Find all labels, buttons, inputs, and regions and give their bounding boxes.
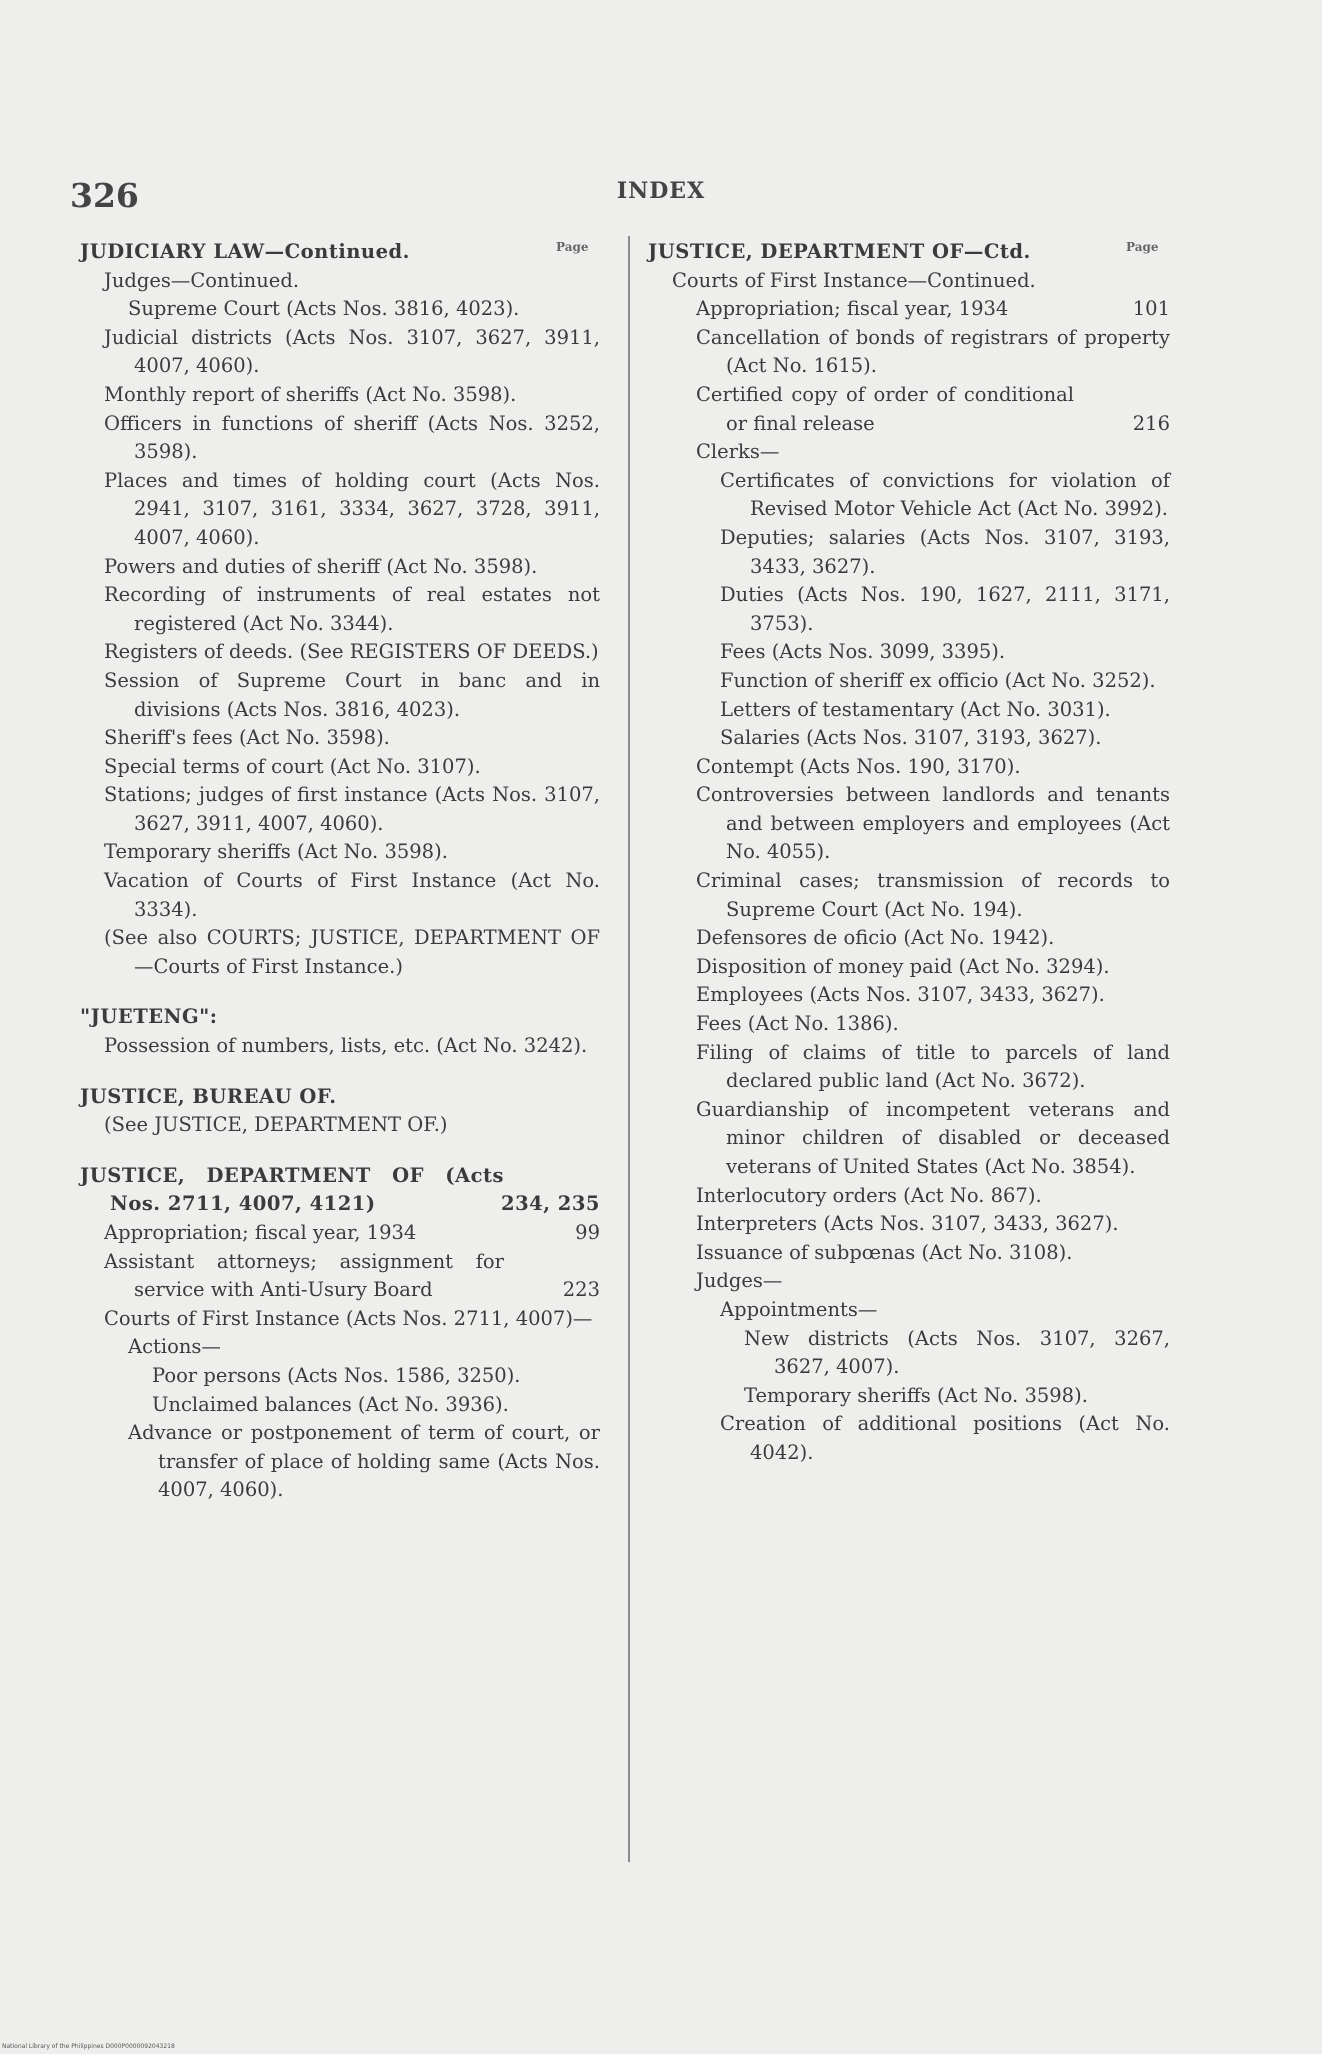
entry-text: Judges— [696, 1269, 783, 1293]
entry-text: JUSTICE, DEPARTMENT OF (Acts Nos. 2711, 4007, 4121) [80, 1163, 504, 1216]
index-entry [80, 1362, 600, 1391]
entry-text: Appropriation; fiscal year, 1934 [696, 297, 1009, 321]
index-entry [648, 753, 1170, 782]
index-entry [648, 324, 1170, 381]
index-entry [648, 924, 1170, 953]
index-entry [648, 1010, 1170, 1039]
column-divider [628, 236, 630, 1862]
entry-text: Interlocutory orders (Act No. 867). [696, 1183, 1042, 1207]
entry-text: JUSTICE, DEPARTMENT OF—Ctd. [648, 240, 1031, 263]
index-entry [648, 953, 1170, 982]
page-reference: 101 [1129, 295, 1170, 324]
index-entry [80, 295, 600, 324]
entry-text: Filing of claims of title to parcels of land declared public land (Act No. 3672). [696, 1040, 1170, 1093]
entry-text: Places and times of holding court (Acts Nos. 2941, 3107, 3161, 3334, 3627, 3728, 3911, 4007, 4060). [104, 468, 600, 549]
index-entry [648, 1382, 1170, 1411]
index-heading [80, 1083, 600, 1112]
entry-text: Disposition of money paid (Act No. 3294). [696, 954, 1110, 978]
entry-text: (See also COURTS; JUSTICE, DEPARTMENT OF—Courts of First Instance.) [104, 926, 600, 978]
entry-text: Interpreters (Acts Nos. 3107, 3433, 3627). [696, 1212, 1119, 1236]
index-entry [648, 981, 1170, 1010]
entry-text: Sheriff's fees (Act No. 3598). [104, 726, 390, 750]
index-entry [80, 753, 600, 782]
index-entry [648, 438, 1170, 467]
index-entry [648, 1267, 1170, 1296]
index-entry [648, 1325, 1170, 1382]
entry-text: Guardianship of incompetent veterans and minor children of disabled or deceased veterans of United States (Act No. 3854). [696, 1097, 1170, 1178]
entry-text: Cancellation of bonds of registrars of property (Act No. 1615). [696, 325, 1170, 378]
page-reference: 99 [571, 1219, 600, 1248]
entry-text: Possession of numbers, lists, etc. (Act No. 3242). [104, 1034, 588, 1058]
entry-text: Duties (Acts Nos. 190, 1627, 2111, 3171, 3753). [720, 583, 1170, 635]
entry-text: Assistant attorneys; assignment for service with Anti-Usury Board [104, 1249, 504, 1302]
entry-text: Certificates of convictions for violation of Revised Motor Vehicle Act (Act No. 3992). [720, 468, 1170, 521]
entry-text: Session of Supreme Court in banc and in divisions (Acts Nos. 3816, 4023). [104, 668, 600, 721]
entry-text: Courts of First Instance—Continued. [672, 268, 1036, 292]
index-entry [80, 1333, 600, 1362]
scan-footer: National Library of the Philippines D000P0000092043218 [2, 2043, 175, 2050]
index-entry [80, 381, 600, 410]
entry-text: Recording of instruments of real estates not registered (Act No. 3344). [104, 583, 600, 635]
entry-text: Special terms of court (Act No. 3107). [104, 754, 481, 778]
index-entry [648, 1039, 1170, 1096]
index-entry [80, 838, 600, 867]
entry-text: Defensores de oficio (Act No. 1942). [696, 926, 1055, 950]
entry-text: Judges—Continued. [104, 268, 300, 292]
index-entry [80, 581, 600, 638]
index-entry [648, 867, 1170, 924]
index-entry [80, 1111, 600, 1140]
index-entry [648, 1296, 1170, 1325]
entry-text: Salaries (Acts Nos. 3107, 3193, 3627). [720, 726, 1102, 750]
entry-text: Contempt (Acts Nos. 190, 3170). [696, 754, 1021, 778]
index-entry [648, 581, 1170, 638]
entry-text: Issuance of subpœnas (Act No. 3108). [696, 1240, 1073, 1264]
entry-text: Temporary sheriffs (Act No. 3598). [104, 840, 448, 864]
entry-text: Poor persons (Acts Nos. 1586, 3250). [152, 1363, 521, 1387]
index-entry [80, 1032, 600, 1061]
page-column-label-right: Page [1126, 240, 1159, 254]
running-head: INDEX [616, 178, 706, 204]
index-entry [80, 1248, 600, 1305]
entry-text: JUSTICE, BUREAU OF. [80, 1084, 337, 1108]
index-entry [648, 524, 1170, 581]
entry-text: Clerks— [696, 440, 780, 464]
entry-text: Fees (Acts Nos. 3099, 3395). [720, 640, 1006, 664]
entry-text: Employees (Acts Nos. 3107, 3433, 3627). [696, 983, 1105, 1007]
entry-text: Controversies between landlords and tenants and between employers and employees (Act No. 4055). [696, 783, 1170, 864]
entry-text: Judicial districts (Acts Nos. 3107, 3627, 3911, 4007, 4060). [104, 325, 600, 378]
index-entry [80, 1305, 600, 1334]
page-number: 326 [70, 176, 139, 215]
entry-text: JUDICIARY LAW—Continued. [80, 240, 410, 263]
index-entry [80, 1419, 600, 1505]
index-entry [648, 1096, 1170, 1182]
entry-text: Criminal cases; transmission of records to Supreme Court (Act No. 194). [696, 869, 1170, 921]
index-entry [80, 467, 600, 553]
index-entry [80, 924, 600, 981]
page-reference: 234, 235 [497, 1190, 600, 1219]
index-entry [80, 867, 600, 924]
index-entry [648, 667, 1170, 696]
index-entry [80, 267, 600, 296]
index-entry [648, 295, 1170, 324]
index-entry [648, 1182, 1170, 1211]
page-column-label-left: Page [556, 240, 589, 254]
index-entry [648, 1239, 1170, 1268]
index-entry [648, 267, 1170, 296]
index-entry [648, 781, 1170, 867]
index-entry [80, 410, 600, 467]
entry-text: Stations; judges of first instance (Acts Nos. 3107, 3627, 3911, 4007, 4060). [104, 783, 600, 835]
index-heading [80, 1003, 600, 1032]
index-column-right [648, 238, 1170, 1468]
index-entry [80, 724, 600, 753]
index-heading [648, 238, 1170, 267]
entry-text: Function of sheriff ex officio (Act No. 3252). [720, 668, 1156, 692]
index-entry [80, 1391, 600, 1420]
index-entry [80, 324, 600, 381]
entry-text: Supreme Court (Acts Nos. 3816, 4023). [128, 297, 520, 321]
entry-text: Powers and duties of sheriff (Act No. 3598). [104, 554, 538, 578]
index-entry [648, 381, 1170, 438]
entry-text: New districts (Acts Nos. 3107, 3267, 3627, 4007). [744, 1326, 1170, 1379]
index-entry [80, 781, 600, 838]
entry-text: Vacation of Courts of First Instance (Act No. 3334). [104, 869, 600, 921]
index-heading [80, 1162, 600, 1219]
index-column-left [80, 238, 600, 1505]
page-reference: 223 [559, 1276, 600, 1305]
index-entry [648, 467, 1170, 524]
entry-text: Deputies; salaries (Acts Nos. 3107, 3193, 3433, 3627). [720, 525, 1170, 578]
index-entry [648, 696, 1170, 725]
entry-text: (See JUSTICE, DEPARTMENT OF.) [104, 1113, 448, 1137]
index-heading [80, 238, 600, 267]
index-entry [80, 553, 600, 582]
index-entry [648, 724, 1170, 753]
page-reference: 216 [1129, 410, 1170, 439]
index-entry [648, 1210, 1170, 1239]
entry-text: Letters of testamentary (Act No. 3031). [720, 697, 1111, 721]
entry-text: "JUETENG": [80, 1005, 218, 1029]
entry-text: Appropriation; fiscal year, 1934 [104, 1221, 417, 1244]
index-entry [80, 1219, 600, 1248]
entry-text: Actions— [128, 1335, 221, 1359]
entry-text: Officers in functions of sheriff (Acts Nos. 3252, 3598). [104, 411, 600, 464]
entry-text: Unclaimed balances (Act No. 3936). [152, 1392, 509, 1416]
index-entry [80, 638, 600, 667]
entry-text: Creation of additional positions (Act No. 4042). [720, 1412, 1170, 1464]
entry-text: Registers of deeds. (See REGISTERS OF DEEDS.) [104, 640, 599, 664]
index-entry [648, 1410, 1170, 1467]
entry-text: Temporary sheriffs (Act No. 3598). [744, 1383, 1088, 1407]
index-entry [80, 667, 600, 724]
entry-text: Courts of First Instance (Acts Nos. 2711, 4007)— [104, 1306, 593, 1330]
entry-text: Advance or postponement of term of court, or transfer of place of holding same (Acts Nos. 4007, 4060). [128, 1421, 600, 1502]
entry-text: Monthly report of sheriffs (Act No. 3598). [104, 382, 517, 406]
entry-text: Fees (Act No. 1386). [696, 1012, 899, 1036]
entry-text: Appointments— [720, 1297, 878, 1321]
entry-text: Certified copy of order of conditional or final release [696, 382, 1074, 435]
index-entry [648, 638, 1170, 667]
